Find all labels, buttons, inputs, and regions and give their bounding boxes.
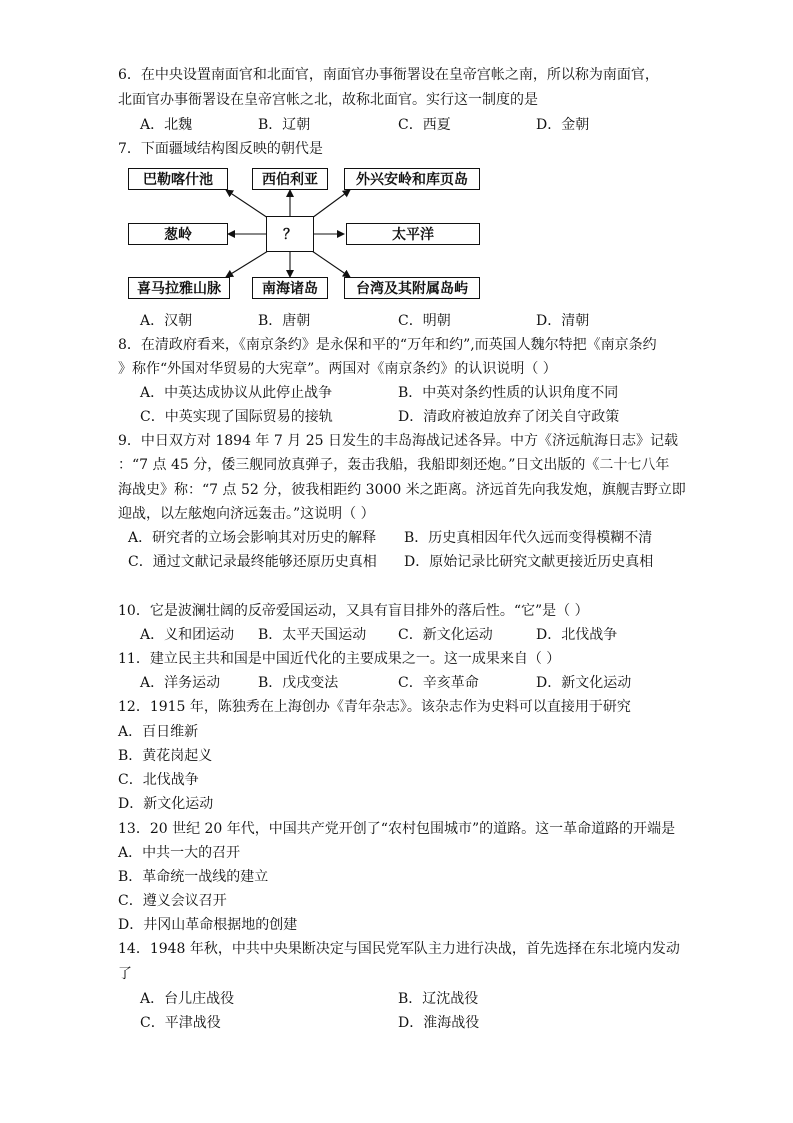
question-6-stem-line1: 6．在中央设置南面官和北面官，南面官办事衙署设在皇帝宫帐之南，所以称为南面官， xyxy=(118,67,659,83)
diagram-box-himalayas: 喜马拉雅山脉 xyxy=(128,277,230,299)
question-10-option-a[interactable]: A．义和团运动 xyxy=(140,627,235,643)
question-14-option-c[interactable]: C．平津战役 xyxy=(140,1015,221,1031)
question-12-option-c[interactable]: C．北伐战争 xyxy=(118,772,199,788)
question-11-option-a[interactable]: A．洋务运动 xyxy=(140,675,221,691)
diagram-box-pamirs: 葱岭 xyxy=(128,223,228,245)
diagram-box-siberia: 西伯利亚 xyxy=(252,168,328,190)
question-9-option-d[interactable]: D．原始记录比研究文献更接近历史真相 xyxy=(404,554,654,570)
question-14-stem-line2: 了 xyxy=(118,966,132,982)
question-8-option-d[interactable]: D．清政府被迫放弃了闭关自守政策 xyxy=(398,409,620,425)
diagram-box-south-china-sea-islands: 南海诸岛 xyxy=(252,277,328,299)
question-9-option-b[interactable]: B．历史真相因年代久远而变得模糊不清 xyxy=(404,530,653,546)
question-10-option-c[interactable]: C．新文化运动 xyxy=(398,627,493,643)
question-11-option-c[interactable]: C．辛亥革命 xyxy=(398,675,479,691)
diagram-box-taiwan: 台湾及其附属岛屿 xyxy=(344,277,480,299)
question-13-option-c[interactable]: C．遵义会议召开 xyxy=(118,893,227,909)
question-11-option-b[interactable]: B．戊戌变法 xyxy=(258,675,339,691)
question-9-stem-line4: 迎战，以左舷炮向济远轰击。”这说明（ ） xyxy=(118,506,375,522)
question-9-stem-line2: ：“7 点 45 分，倭三舰同放真弹子，轰击我船，我船即刻还炮。”日文出版的《二十七八年 xyxy=(118,457,670,473)
question-14-option-d[interactable]: D．淮海战役 xyxy=(398,1015,480,1031)
question-6-option-d[interactable]: D．金朝 xyxy=(536,117,590,133)
diagram-box-pacific: 太平洋 xyxy=(346,223,480,245)
question-6-option-c[interactable]: C．西夏 xyxy=(398,117,451,133)
question-6-option-b[interactable]: B．辽朝 xyxy=(258,117,311,133)
question-13-option-d[interactable]: D．井冈山革命根据地的创建 xyxy=(118,917,298,933)
question-7-stem: 7．下面疆域结构图反映的朝代是 xyxy=(118,141,323,157)
diagram-box-center: ？ xyxy=(266,216,314,252)
question-11-stem: 11．建立民主共和国是中国近代化的主要成果之一。这一成果来自（ ） xyxy=(118,651,561,667)
question-11-option-d[interactable]: D．新文化运动 xyxy=(536,675,632,691)
question-8-stem-line2: 》称作“外国对华贸易的大宪章”。两国对《南京条约》的认识说明（ ） xyxy=(118,361,557,377)
question-12-option-b[interactable]: B．黄花岗起义 xyxy=(118,748,213,764)
question-13-stem: 13．20 世纪 20 年代，中国共产党开创了“农村包围城市”的道路。这一革命道路的开端是 xyxy=(118,821,676,837)
question-8-option-a[interactable]: A．中英达成协议从此停止战争 xyxy=(140,385,333,401)
question-12-option-d[interactable]: D．新文化运动 xyxy=(118,796,214,812)
diagram-box-outer-khingan-sakhalin: 外兴安岭和库页岛 xyxy=(344,168,480,190)
question-8-option-b[interactable]: B．中英对条约性质的认识角度不同 xyxy=(398,385,619,401)
diagram-box-balkhash: 巴勒喀什池 xyxy=(128,168,228,190)
question-14-option-b[interactable]: B．辽沈战役 xyxy=(398,991,479,1007)
territory-structure-diagram xyxy=(118,160,490,308)
question-14-option-a[interactable]: A．台儿庄战役 xyxy=(140,991,235,1007)
question-10-option-b[interactable]: B．太平天国运动 xyxy=(258,627,367,643)
question-13-option-a[interactable]: A．中共一大的召开 xyxy=(118,845,241,861)
question-7-option-d[interactable]: D．清朝 xyxy=(536,313,590,329)
question-9-stem-line3: 海战史》称：“7 点 52 分，彼我相距约 3000 米之距离。济远首先向我发炮，旗舰吉野立即 xyxy=(118,482,686,498)
question-13-option-b[interactable]: B．革命统一战线的建立 xyxy=(118,869,269,885)
question-9-stem-line1: 9．中日双方对 1894 年 7 月 25 日发生的丰岛海战记述各异。中方《济远航海日志》记载 xyxy=(118,433,678,449)
question-9-option-a[interactable]: A．研究者的立场会影响其对历史的解释 xyxy=(128,530,377,546)
question-8-stem-line1: 8．在清政府看来，《南京条约》是永保和平的“万年和约”,而英国人魏尔特把《南京条约 xyxy=(118,337,657,353)
question-12-stem: 12．1915 年，陈独秀在上海创办《青年杂志》。该杂志作为史料可以直接用于研究 xyxy=(118,699,631,715)
question-9-option-c[interactable]: C．通过文献记录最终能够还原历史真相 xyxy=(128,554,377,570)
question-8-option-c[interactable]: C．中英实现了国际贸易的接轨 xyxy=(140,409,333,425)
question-7-option-c[interactable]: C．明朝 xyxy=(398,313,451,329)
question-10-stem: 10．它是波澜壮阔的反帝爱国运动，又具有盲目排外的落后性。“它”是（ ） xyxy=(118,603,589,619)
question-7-option-b[interactable]: B．唐朝 xyxy=(258,313,311,329)
question-7-option-a[interactable]: A．汉朝 xyxy=(140,313,193,329)
question-10-option-d[interactable]: D．北伐战争 xyxy=(536,627,618,643)
question-14-stem-line1: 14．1948 年秋，中共中央果断决定与国民党军队主力进行决战，首先选择在东北境内发动 xyxy=(118,941,680,957)
question-6-option-a[interactable]: A．北魏 xyxy=(140,117,193,133)
question-6-stem-line2: 北面官办事衙署设在皇帝宫帐之北，故称北面官。实行这一制度的是 xyxy=(118,92,538,108)
question-12-option-a[interactable]: A．百日维新 xyxy=(118,724,199,740)
